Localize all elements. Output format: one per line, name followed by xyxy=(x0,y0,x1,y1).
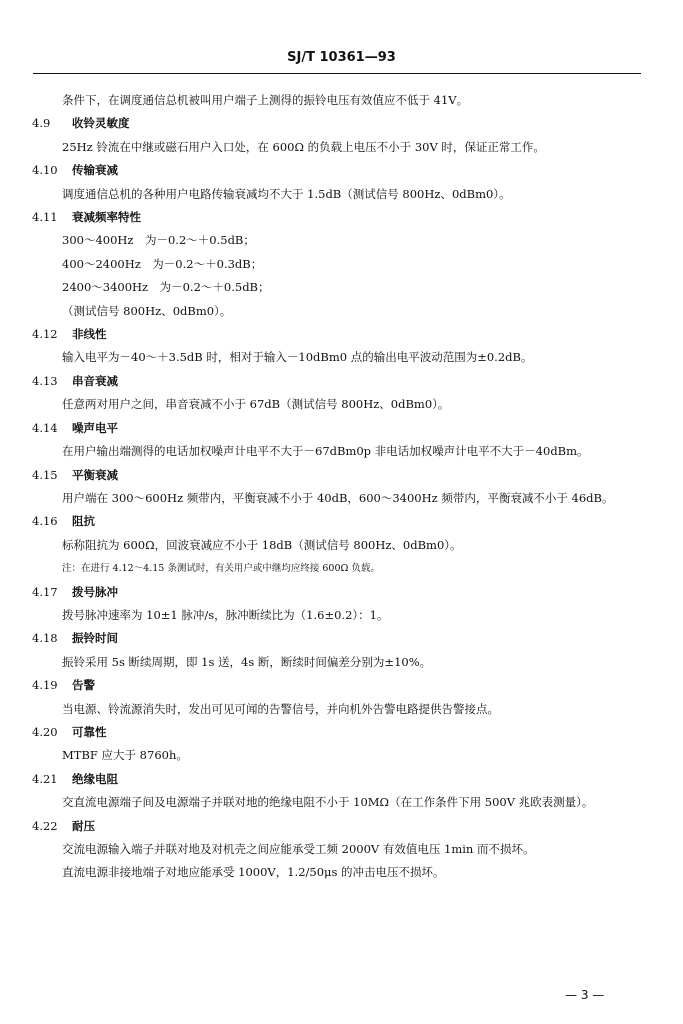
section-paragraph: （测试信号 800Hz、0dBm0）。 xyxy=(62,303,232,318)
section-heading: 4.14 噪声电平 xyxy=(32,420,118,435)
section-paragraph: 交流电源输入端子并联对地及对机壳之间应能承受工频 2000V 有效值电压 1min 而不损坏。 xyxy=(62,842,535,856)
section-paragraph: 调度通信总机的各种用户电路传输衰减均不大于 1.5dB（测试信号 800Hz、0dBm0）。 xyxy=(62,186,511,201)
section-heading: 4.11 衰减频率特性 xyxy=(32,210,141,225)
section-heading: 4.21 绝缘电阻 xyxy=(32,771,118,786)
section-heading: 4.15 平衡衰减 xyxy=(32,467,118,482)
header-rule xyxy=(33,73,641,74)
section-paragraph: 当电源、铃流源消失时，发出可见可闻的告警信号，并向机外告警电路提供告警接点。 xyxy=(62,701,499,716)
standard-code-header: SJ/T 10361—93 xyxy=(287,50,396,65)
section-heading: 4.12 非线性 xyxy=(32,327,107,342)
section-paragraph: 400～2400Hz 为－0.2～＋0.3dB； xyxy=(62,256,263,271)
section-paragraph: 25Hz 铃流在中继或磁石用户入口处，在 600Ω 的负载上电压不小于 30V 时，保证正常工作。 xyxy=(62,139,545,154)
page-number: — 3 — xyxy=(565,988,605,1002)
section-heading: 4.18 振铃时间 xyxy=(32,631,118,646)
section-paragraph: 标称阻抗为 600Ω，回波衰减应不小于 18dB（测试信号 800Hz、0dBm0）。 xyxy=(62,537,462,552)
intro-text: 条件下，在调度通信总机被叫用户端子上测得的振铃电压有效值应不低于 41V。 xyxy=(62,93,469,107)
section-heading: 4.19 告警 xyxy=(32,678,95,693)
section-paragraph: 拨号脉冲速率为 10±1 脉冲/s，脉冲断续比为（1.6±0.2）：1。 xyxy=(62,607,389,622)
section-heading: 4.10 传输衰减 xyxy=(32,163,118,178)
section-paragraph: 直流电源非接地端子对地应能承受 1000V，1.2/50μs 的冲击电压不损坏。 xyxy=(62,865,445,880)
section-heading: 4.13 串音衰减 xyxy=(32,373,118,388)
section-paragraph: 在用户输出端测得的电话加权噪声计电平不大于－67dBm0p 非电话加权噪声计电平不大于－40dBm。 xyxy=(62,444,589,459)
document-body xyxy=(32,89,644,885)
section-heading: 4.16 阻抗 xyxy=(32,514,95,529)
section-heading: 4.20 可靠性 xyxy=(32,724,107,739)
section-paragraph: 交直流电源端子间及电源端子并联对地的绝缘电阻不小于 10MΩ（在工作条件下用 500V 兆欧表测量）。 xyxy=(62,795,594,810)
section-heading: 4.22 耐压 xyxy=(32,818,95,833)
section-paragraph: MTBF 应大于 8760h。 xyxy=(62,748,188,763)
section-note: 注：在进行 4.12～4.15 条测试时，有关用户或中继均应终接 600Ω 负载。 xyxy=(62,563,380,575)
section-paragraph: 用户端在 300～600Hz 频带内，平衡衰减不小于 40dB，600～3400Hz 频带内，平衡衰减不小于 46dB。 xyxy=(62,490,614,505)
section-paragraph: 输入电平为－40～＋3.5dB 时，相对于输入－10dBm0 点的输出电平波动范围为±0.2dB。 xyxy=(62,350,533,365)
section-paragraph: 振铃采用 5s 断续周期，即 1s 送，4s 断，断续时间偏差分别为±10%。 xyxy=(62,654,432,669)
section-heading: 4.17 拨号脉冲 xyxy=(32,584,118,599)
section-paragraph: 任意两对用户之间，串音衰减不小于 67dB（测试信号 800Hz、0dBm0）。 xyxy=(62,397,450,412)
section-heading: 4.9 收铃灵敏度 xyxy=(32,116,130,131)
section-paragraph: 300～400Hz 为－0.2～＋0.5dB； xyxy=(62,233,255,248)
section-paragraph: 2400～3400Hz 为－0.2～＋0.5dB； xyxy=(62,280,270,295)
